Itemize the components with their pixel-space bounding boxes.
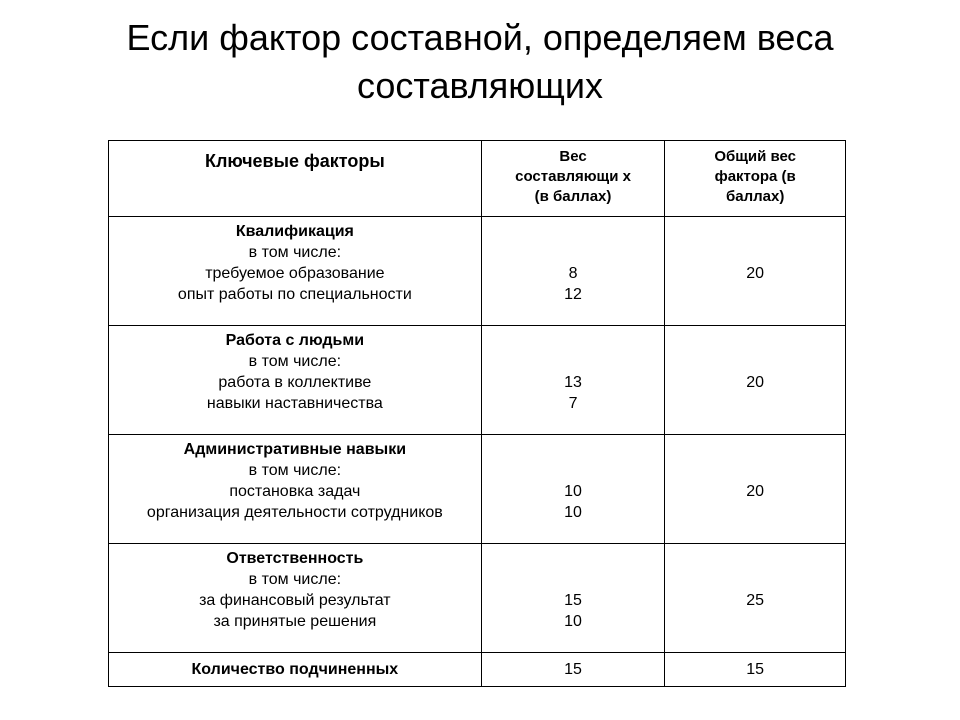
table-row — [109, 653, 846, 687]
factor-item: навыки наставничества — [206, 395, 383, 412]
table-header-row — [109, 141, 846, 217]
factor-cell — [109, 217, 482, 326]
total-cell — [665, 326, 846, 435]
weight-value: 10 — [564, 504, 582, 521]
factor-name: Количество подчиненных — [109, 653, 482, 687]
total-cell — [665, 544, 846, 653]
total-value: 15 — [665, 653, 846, 687]
weight-value: 15 — [481, 653, 665, 687]
factor-name: Работа с людьми — [225, 332, 365, 349]
header-factors: Ключевые факторы — [109, 141, 482, 217]
total-value: 20 — [746, 374, 765, 391]
factor-subtitle: в том числе: — [248, 571, 342, 588]
factor-item: постановка задач — [229, 483, 361, 500]
factor-cell — [109, 544, 482, 653]
header-component-weight-label: Вес составляющи х (в баллах) — [515, 148, 631, 205]
weight-value: 10 — [564, 613, 582, 630]
factor-item: опыт работы по специальности — [177, 286, 412, 303]
table-row — [109, 217, 846, 326]
table-row — [109, 326, 846, 435]
table-row — [109, 544, 846, 653]
factor-cell — [109, 435, 482, 544]
weights-cell — [481, 326, 665, 435]
factor-subtitle: в том числе: — [248, 353, 342, 370]
weight-value: 8 — [568, 265, 578, 282]
factor-name: Квалификация — [235, 223, 354, 240]
factor-name: Ответственность — [226, 550, 364, 567]
weights-cell — [481, 435, 665, 544]
weight-value: 7 — [568, 395, 578, 412]
factor-name: Административные навыки — [183, 441, 407, 458]
header-total-weight — [665, 141, 846, 217]
table-row — [109, 435, 846, 544]
factor-item: за принятые решения — [213, 613, 377, 630]
weight-value: 12 — [564, 286, 582, 303]
header-total-weight-label: Общий вес фактора (в баллах) — [714, 148, 797, 205]
weight-value: 15 — [564, 592, 582, 609]
weight-value: 13 — [564, 374, 582, 391]
factor-subtitle: в том числе: — [248, 462, 342, 479]
factor-item: работа в коллективе — [218, 374, 372, 391]
total-value: 20 — [746, 483, 765, 500]
factor-item: за финансовый результат — [199, 592, 391, 609]
total-value: 25 — [746, 592, 765, 609]
factor-item: требуемое образование — [205, 265, 385, 282]
factor-item: организация деятельности сотрудников — [146, 504, 443, 521]
slide-title-line-1: Если фактор составной, определяем веса — [126, 17, 834, 58]
weights-cell — [481, 217, 665, 326]
factor-cell — [109, 326, 482, 435]
weight-value: 10 — [564, 483, 582, 500]
weights-cell — [481, 544, 665, 653]
slide-title-line-2: составляющих — [356, 65, 604, 106]
factor-subtitle: в том числе: — [248, 244, 342, 261]
factors-table — [108, 140, 846, 687]
total-value: 20 — [746, 265, 765, 282]
total-cell — [665, 217, 846, 326]
total-cell — [665, 435, 846, 544]
header-component-weight — [481, 141, 665, 217]
slide-title — [0, 14, 960, 110]
